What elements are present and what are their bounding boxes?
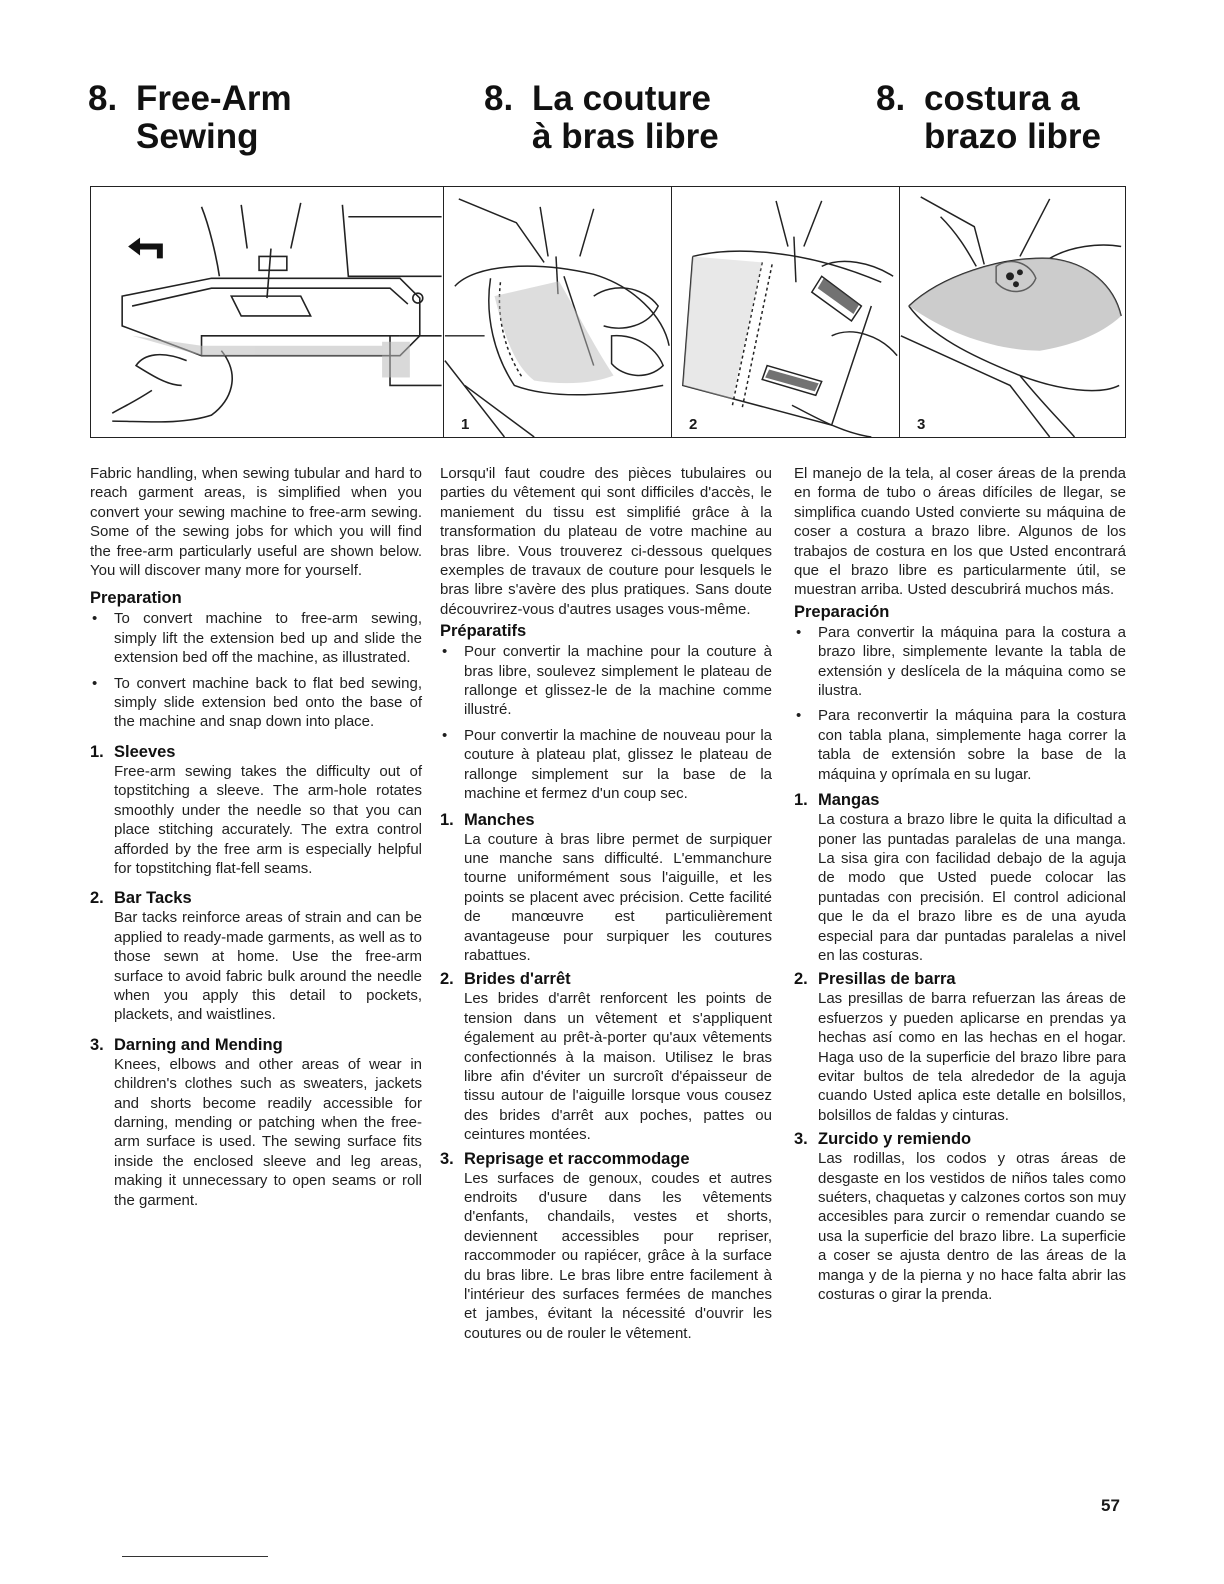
section-heading-number: 3. bbox=[440, 1149, 454, 1168]
section-body: Bar tacks reinforce areas of strain and can be applied to ready-made garments, as well as to those sewn at home. Use the free-arm surface to avoid fabric bulk around the needle when you apply this detail to pockets, plackets, and waistlines. bbox=[114, 909, 422, 1024]
column-french bbox=[440, 464, 772, 1343]
panel-number: 3 bbox=[914, 416, 928, 433]
intro-paragraph: El manejo de la tela, al coser áreas de la prenda en forma de tubo o áreas difíciles de llegar, se simplifica cuando Usted convierte su máquina de coser a costura a brazo libre. Algunos de los trabajos de costura en los que Usted encontrará que el brazo libre es particularmente útil, se muestran arriba. Usted descubrirá muchos más. bbox=[794, 465, 1126, 599]
section-body: La costura a brazo libre le quita la dificultad a poner las puntadas paralelas de una manga. La sisa gira con facilidad debajo de la aguja de modo que Usted puede colocar las puntadas con precisión. El control adicional que le da el brazo libre es de una ayuda especial para dar puntadas paralelas a nivel en las costuras. bbox=[818, 811, 1126, 964]
illustration-strip bbox=[90, 186, 1126, 438]
section-heading-title: Reprisage et raccommodage bbox=[464, 1149, 690, 1168]
illustration-darning bbox=[899, 187, 1126, 437]
page-title-french bbox=[484, 80, 719, 156]
intro-paragraph: Fabric handling, when sewing tubular and hard to reach garment areas, is simplified when you convert your sewing machine to free-arm sewing. Some of the sewing jobs for which you will find the free-arm particularly useful are shown below. You will discover many more for yourself. bbox=[90, 465, 422, 580]
section-heading-title: Brides d'arrêt bbox=[464, 970, 571, 989]
section-number: 8. bbox=[484, 79, 514, 118]
preparation-heading: Preparation bbox=[90, 589, 182, 608]
section-darning bbox=[90, 1035, 422, 1210]
section-sleeves bbox=[90, 742, 422, 878]
title-line-2: brazo libre bbox=[924, 117, 1101, 156]
list-item: • Para reconvertir la máquina para la costura con tabla plana, simplemente haga correr la tabla de extensión sobre la base de la máquina y oprímala en su lugar. bbox=[794, 706, 1126, 784]
section-heading-title: Darning and Mending bbox=[114, 1035, 283, 1054]
section-heading bbox=[794, 969, 1126, 989]
title-line-2: Sewing bbox=[136, 117, 259, 156]
section-bar-tacks bbox=[440, 969, 772, 1144]
section-heading-title: Sleeves bbox=[114, 742, 176, 761]
section-heading-title: Mangas bbox=[818, 791, 880, 810]
section-body: Las rodillas, los codos y otras áreas de desgaste en los vestidos de niños tales como suéters, chaquetas y calzones cortos son muy accesibles para zurcir o remendar cuando se usa la superficie del brazo libre. La superficie a coser se ajusta dentro de las áreas de la manga y de la pierna y no hace falta abrir las costuras o girar la prenda. bbox=[818, 1150, 1126, 1304]
illustration-extension-bed bbox=[91, 187, 443, 437]
preparation-list bbox=[90, 609, 422, 731]
machine-extension-bed-drawing bbox=[91, 187, 443, 437]
section-number: 8. bbox=[88, 79, 118, 118]
page-title-english bbox=[88, 80, 292, 156]
section-darning bbox=[794, 1129, 1126, 1304]
title-line-1: costura a bbox=[924, 79, 1080, 118]
intro-paragraph: Lorsqu'il faut coudre des pièces tubulaires ou parties du vêtement qui sont difficiles d'accès, le maniement du tissu est simplifié grâce à la transformation du plateau de votre machine au bras libre. Vous trouverez ci-dessous quelques exemples de travaux de couture pour lesquels le bras libre s'avère des plus pratiques. Sans doute découvrirez-vous d'autres usages vous-même. bbox=[440, 465, 772, 618]
section-heading-number: 3. bbox=[794, 1130, 808, 1149]
title-line-1: Free-Arm bbox=[136, 79, 292, 118]
column-english bbox=[90, 464, 422, 1210]
list-item: • Pour convertir la machine de nouveau pour la couture à plateau plat, glissez le plateau de rallonge simplement sur la base de la machine et fermez d'un coup sec. bbox=[440, 726, 772, 804]
section-heading-title: Presillas de barra bbox=[818, 970, 956, 989]
panel-number: 2 bbox=[686, 416, 700, 433]
sleeve-sewing-drawing bbox=[444, 187, 672, 437]
preparation-heading: Préparatifs bbox=[440, 622, 527, 641]
list-item: • To convert machine back to flat bed sewing, simply slide extension bed onto the base of the machine and snap down into place. bbox=[90, 674, 422, 732]
preparation-list bbox=[794, 623, 1126, 784]
section-heading bbox=[440, 810, 772, 830]
section-heading-number: 1. bbox=[90, 742, 104, 761]
page-title-spanish bbox=[876, 80, 1101, 156]
preparation-list bbox=[440, 642, 772, 803]
illustration-bar-tacks bbox=[671, 187, 900, 437]
title-line-2: à bras libre bbox=[532, 117, 719, 156]
section-heading bbox=[90, 1035, 422, 1055]
section-bar-tacks bbox=[794, 969, 1126, 1125]
section-heading bbox=[794, 1129, 1126, 1149]
section-heading-title: Manches bbox=[464, 810, 535, 829]
section-heading-title: Zurcido y remiendo bbox=[818, 1130, 972, 1149]
section-heading-number: 1. bbox=[794, 791, 808, 810]
section-heading bbox=[440, 969, 772, 989]
section-heading-number: 3. bbox=[90, 1035, 104, 1054]
list-item: • Pour convertir la machine pour la couture à bras libre, soulevez simplement le plateau de rallonge et glissez-le de la machine comme illustré. bbox=[440, 642, 772, 720]
section-heading-number: 2. bbox=[440, 970, 454, 989]
arrow-icon bbox=[128, 238, 160, 259]
section-sleeves bbox=[794, 790, 1126, 965]
section-heading-number: 2. bbox=[90, 889, 104, 908]
list-item: • To convert machine to free-arm sewing, simply lift the extension bed up and slide the extension bed off the machine, as illustrated. bbox=[90, 609, 422, 667]
darning-drawing bbox=[900, 187, 1126, 437]
illustration-sleeves bbox=[443, 187, 672, 437]
section-sleeves bbox=[440, 810, 772, 966]
column-spanish bbox=[794, 464, 1126, 1304]
section-heading-number: 2. bbox=[794, 970, 808, 989]
section-heading bbox=[440, 1149, 772, 1169]
section-body: Free-arm sewing takes the difficulty out of topstitching a sleeve. The arm-hole rotates smoothly under the needle so that you can place stitching accurately. The extra control afforded by the free arm is especially helpful for topstitching flat-fell seams. bbox=[114, 762, 422, 877]
section-body: La couture à bras libre permet de surpiquer une manche sans difficulté. L'emmanchure tourne uniformément sous l'aiguille, et les points se placent avec précision. Cette facilité de manœuvre est particulièrement avantageuse pour surpiquer les coutures rabattues. bbox=[464, 830, 772, 964]
panel-number: 1 bbox=[458, 416, 472, 433]
section-bar-tacks bbox=[90, 888, 422, 1024]
section-heading-number: 1. bbox=[440, 810, 454, 829]
footer-rule bbox=[122, 1556, 268, 1557]
list-item: • Para convertir la máquina para la costura a brazo libre, simplemente levante la tabla de extensión y deslícela de la máquina como se ilustra. bbox=[794, 623, 1126, 701]
preparation-heading: Preparación bbox=[794, 602, 890, 621]
section-body: Les brides d'arrêt renforcent les points de tension dans un vêtement et s'appliquent également au prêt-à-porter qu'aux vêtements confectionnés à la maison. Utilisez le bras libre afin d'éviter un surcroît d'épaisseur de tissu autour de l'aiguille lorsque vous cousez des brides d'arrêt aux poches, pattes ou ceintures montées. bbox=[464, 990, 772, 1144]
title-line-1: La couture bbox=[532, 79, 711, 118]
section-number: 8. bbox=[876, 79, 906, 118]
section-heading bbox=[90, 888, 422, 908]
section-body: Las presillas de barra refuerzan las áreas de esfuerzos y pueden aplicarse en prendas ya hechas así como en las hechas en el hogar. Haga uso de la superficie del brazo libre para evitar bultos de tela alrededor de la aguja cuando Usted aplica este detalle en bolsillos, bolsillos de faldas y cinturas. bbox=[818, 990, 1126, 1124]
section-heading bbox=[90, 742, 422, 762]
page-number: 57 bbox=[1101, 1496, 1120, 1515]
section-heading-title: Bar Tacks bbox=[114, 889, 192, 908]
section-body: Knees, elbows and other areas of wear in children's clothes such as sweaters, jackets and shorts become readily accessible for darning, mending or patching when the free-arm surface is used. The sewing surface fits inside the enclosed sleeve and leg areas, making it unnecessary to open seams or roll the garment. bbox=[114, 1055, 422, 1209]
bar-tack-drawing bbox=[672, 187, 900, 437]
section-body: Les surfaces de genoux, coudes et autres endroits d'usure dans les vêtements d'enfants, chandails, vestes et shorts, deviennent accessibles pour repriser, raccommoder ou rapiécer, grâce à la surface du bras libre. Le bras libre entre facilement à l'intérieur des surfaces fermées de manches et jambes, évitant la nécessité d'ouvrir les coutures ou de rouler le vêtement. bbox=[464, 1169, 772, 1342]
section-darning bbox=[440, 1149, 772, 1344]
section-heading bbox=[794, 790, 1126, 810]
